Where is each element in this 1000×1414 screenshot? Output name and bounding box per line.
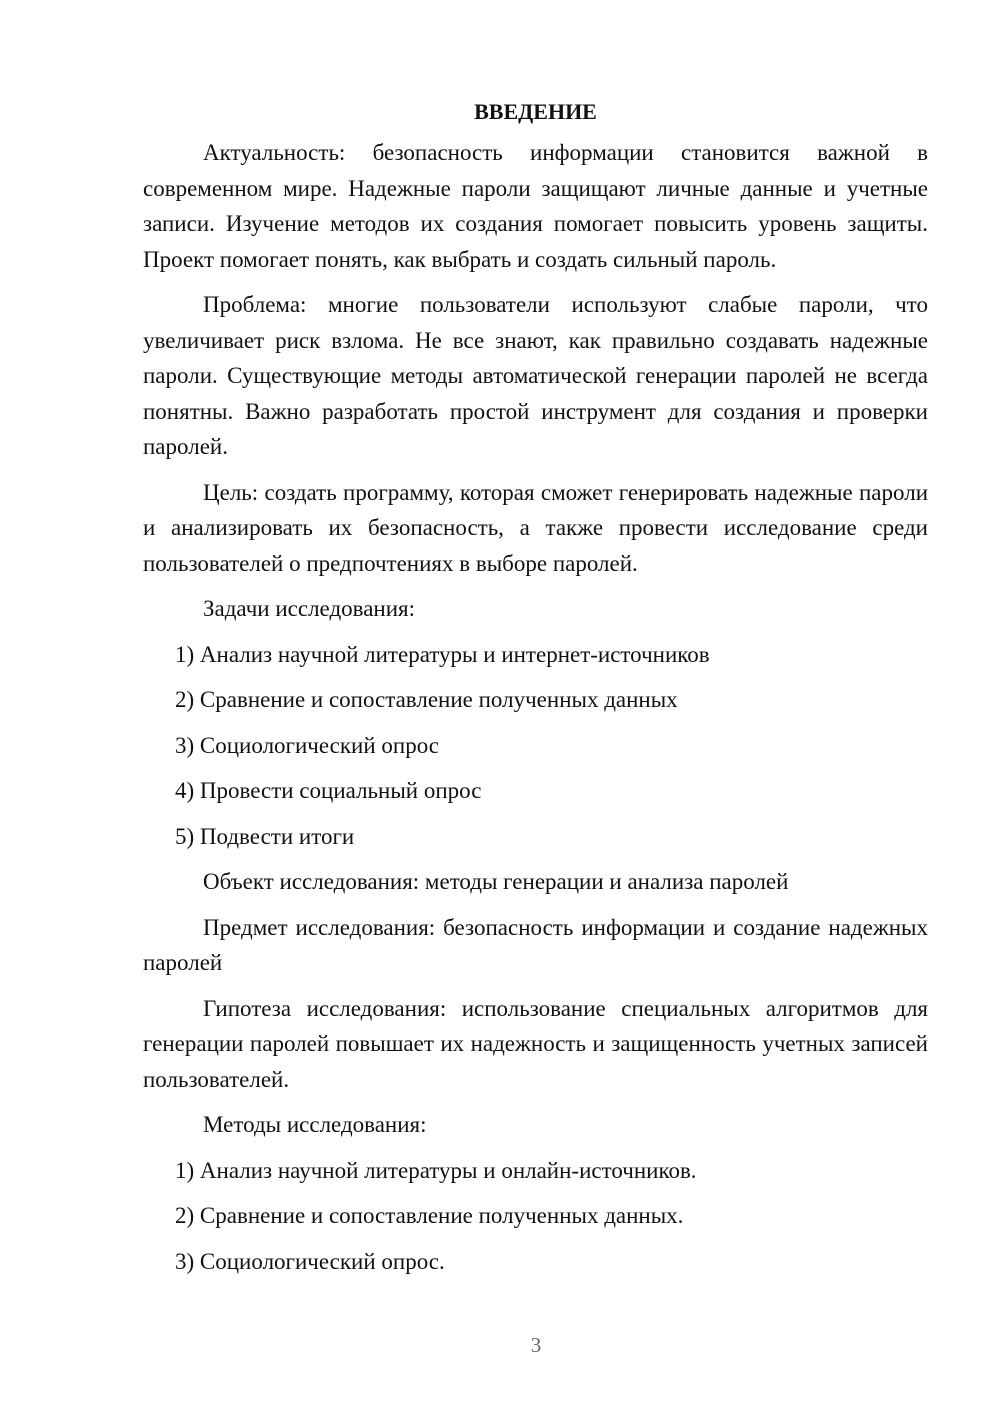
list-item: 3) Социологический опрос (175, 732, 439, 758)
object-paragraph: Объект исследования: методы генерации и анализа паролей (203, 869, 789, 894)
page-number: 3 (530, 1333, 542, 1357)
list-item: 2) Сравнение и сопоставление полученных данных (175, 687, 678, 712)
list-item: 3) Социологический опрос. (175, 1248, 445, 1274)
page-title: ВВЕДЕНИЕ (474, 99, 597, 124)
goal-paragraph: Цель: создать программу, которая сможет генерировать надежные пароли и анализировать их безопасность, а также провести исследование среди пользователей о предпочтениях в выборе паролей. (143, 479, 928, 576)
list-item: 1) Анализ научной литературы и интернет-источников (175, 641, 710, 667)
tasks-list (143, 637, 928, 855)
list-item: 2) Сравнение и сопоставление полученных данных. (175, 1203, 684, 1228)
hypothesis-paragraph: Гипотеза исследования: использование специальных алгоритмов для генерации паролей повышает их надежность и защищенность учетных записей пользователей. (143, 995, 928, 1092)
methods-list (143, 1153, 928, 1280)
subject-paragraph: Предмет исследования: безопасность информации и создание надежных паролей (143, 914, 928, 975)
methods-heading: Методы исследования: (203, 1112, 427, 1137)
list-item: 1) Анализ научной литературы и онлайн-источников. (175, 1157, 697, 1183)
tasks-heading: Задачи исследования: (203, 596, 416, 621)
page-content (143, 94, 928, 1289)
list-item: 5) Подвести итоги (175, 823, 355, 849)
relevance-paragraph: Актуальность: безопасность информации становится важной в современном мире. Надежные пароли защищают личные данные и учетные записи. Изучение методов их создания помогает повысить уровень защиты. Проект помогает понять, как выбрать и создать сильный пароль. (143, 140, 928, 272)
problem-paragraph: Проблема: многие пользователи используют слабые пароли, что увеличивает риск взлома. Не все знают, как правильно создавать надежные пароли. Существующие методы автоматической генерации паролей не всегда понятны. Важно разработать простой инструмент для создания и проверки паролей. (143, 292, 928, 459)
list-item: 4) Провести социальный опрос (175, 778, 482, 803)
